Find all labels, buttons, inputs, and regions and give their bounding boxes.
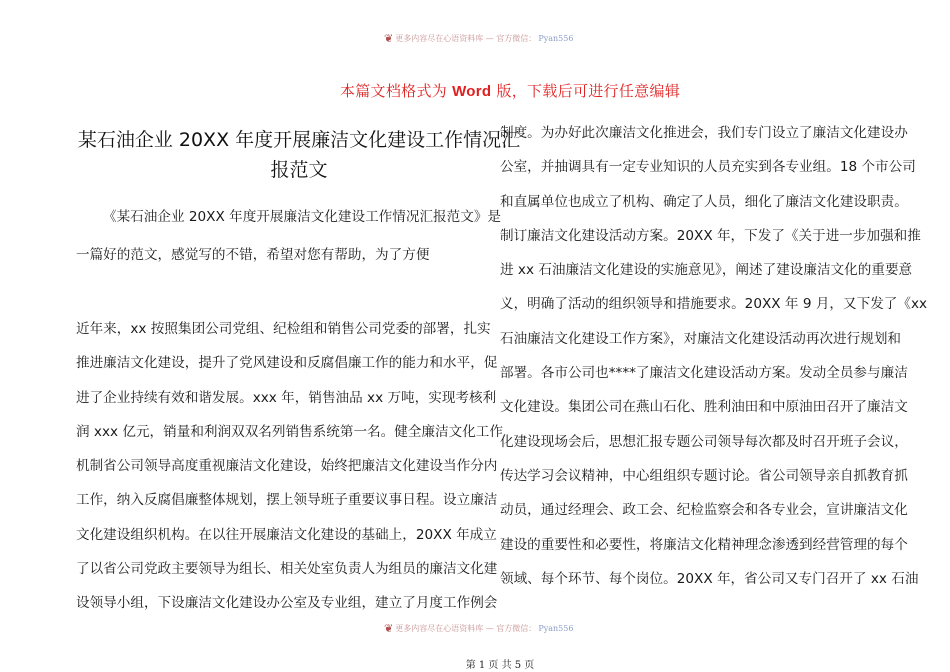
text-line: 润 xxx 亿元，销量和利润双双名列销售系统第一名。健全廉洁文化工作 <box>76 423 503 440</box>
watermark-text: 更多内容尽在心语资料库 — 官方微信： <box>395 624 537 633</box>
text-line: 进了企业持续有效和谐发展。xxx 年，销售油品 xx 万吨，实现考核利 <box>76 389 497 406</box>
text-line: 石油廉洁文化建设工作方案》，对廉洁文化建设活动再次进行规划和 <box>500 330 902 347</box>
text-line: 推进廉洁文化建设，提升了党风建设和反腐倡廉工作的能力和水平，促 <box>76 355 498 372</box>
watermark-bottom <box>384 622 573 635</box>
text-line: 制订廉洁文化建设活动方案。20XX 年，下发了《关于进一步加强和推 <box>500 227 921 244</box>
text-line: 义，明确了活动的组织领导和措施要求。20XX 年 9 月，又下发了《xx <box>500 296 928 313</box>
text-line: 文化建设组织机构。在以往开展廉洁文化建设的基础上，20XX 年成立 <box>76 526 497 543</box>
format-notice <box>0 80 950 101</box>
text-line: 动员，通过经理会、政工会、纪检监察会和各专业会，宣讲廉洁文化 <box>500 502 908 519</box>
title-line-1: 某石油企业 20XX 年度开展廉洁文化建设工作情况汇 <box>77 129 521 151</box>
text-line: 传达学习会议精神，中心组组织专题讨论。省公司领导亲自抓教育抓 <box>500 467 908 484</box>
text-line: 近年来，xx 按照集团公司党组、纪检组和销售公司党委的部署，扎实 <box>76 321 491 337</box>
watermark-top <box>384 32 573 45</box>
notice-text-after: 版，下载后可进行任意编辑 <box>491 82 681 100</box>
notice-word: Word <box>452 83 492 100</box>
text-line: 文化建设。集团公司在燕山石化、胜利油田和中原油田召开了廉洁文 <box>500 399 908 416</box>
watermark-handle: Pyan556 <box>538 624 574 633</box>
page-number: 第 1 页 共 5 页 <box>465 660 535 671</box>
text-line: 制度。为办好此次廉洁文化推进会，我们专门设立了廉洁文化建设办 <box>500 125 908 141</box>
logo-icon: ❦ <box>384 622 394 635</box>
text-line: 设领导小组，下设廉洁文化建设办公室及专业组，建立了月度工作例会 <box>76 595 498 612</box>
text-line: 工作，纳入反腐倡廉整体规划，摆上领导班子重要议事日程。设立廉洁 <box>76 492 498 509</box>
text-line: 化建设现场会后，思想汇报专题公司领导每次都及时召开班子会议， <box>500 433 908 450</box>
text-line: 领域、每个环节、每个岗位。20XX 年，省公司又专门召开了 xx 石油 <box>500 570 919 587</box>
intro-paragraph <box>76 198 516 274</box>
right-column <box>500 116 940 596</box>
text-line: 建设的重要性和必要性，将廉洁文化精神理念渗透到经营管理的每个 <box>500 536 908 553</box>
text-line: 机制省公司领导高度重视廉洁文化建设，始终把廉洁文化建设当作分内 <box>76 458 498 475</box>
text-line: 部署。各市公司也****了廉洁文化建设活动方案。发动全员参与廉洁 <box>500 365 908 382</box>
body-paragraph-left <box>76 312 516 621</box>
text-line: 一篇好的范文，感觉写的不错，希望对您有帮助，为了方便 <box>76 247 430 263</box>
watermark-handle: Pyan556 <box>538 34 574 43</box>
text-line: 和直属单位也成立了机构、确定了人员，细化了廉洁文化建设职责。 <box>500 193 908 210</box>
text-line: 进 xx 石油廉洁文化建设的实施意见》，阐述了建设廉洁文化的重要意 <box>500 262 913 279</box>
text-line: 公室，并抽调具有一定专业知识的人员充实到各专业组。18 个市公司 <box>500 159 916 176</box>
watermark-text: 更多内容尽在心语资料库 — 官方微信： <box>395 34 537 43</box>
text-line: 了以省公司党政主要领导为组长、相关处室负责人为组员的廉洁文化建 <box>76 561 498 578</box>
document-title <box>64 125 534 185</box>
text-line: 《某石油企业 20XX 年度开展廉洁文化建设工作情况汇报范文》是 <box>103 209 502 225</box>
logo-icon: ❦ <box>384 32 394 45</box>
notice-text-before: 本篇文档格式为 <box>339 82 453 100</box>
title-line-2: 报范文 <box>270 159 328 181</box>
left-column <box>76 198 516 621</box>
